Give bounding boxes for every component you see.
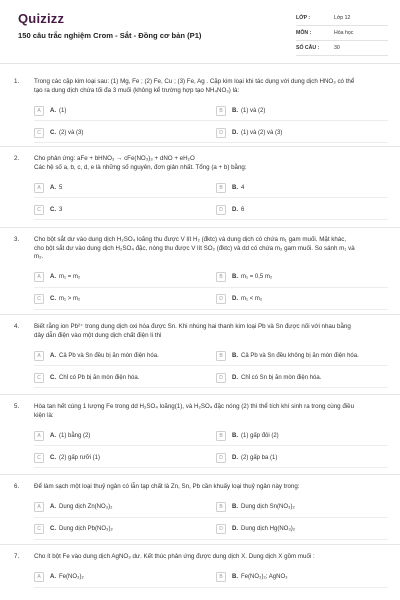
option-letter-badge: B xyxy=(216,272,226,282)
option-key: B. xyxy=(232,274,238,280)
option-text xyxy=(232,526,295,532)
option-text xyxy=(50,526,113,532)
option-value: Dung dịch Hg(NO₃)₂ xyxy=(241,526,296,532)
question-divider xyxy=(0,146,400,147)
option-text xyxy=(232,574,288,580)
option-text xyxy=(50,130,83,136)
option-key: D. xyxy=(232,454,238,461)
option-key: A. xyxy=(50,184,56,191)
option-value: (2) gấp rưỡi (1) xyxy=(59,454,100,461)
option-letter-badge: B xyxy=(216,431,226,441)
option-value: Dung dịch Sn(NO₃)₂ xyxy=(241,504,295,510)
question-number: 1. xyxy=(14,78,20,85)
option-text xyxy=(50,504,112,510)
answer-option-b[interactable] xyxy=(216,430,279,441)
option-key: B. xyxy=(232,184,238,191)
option-letter-badge: D xyxy=(216,205,226,215)
option-value: (2) và (3) xyxy=(59,129,84,136)
question-number: 3. xyxy=(14,236,20,243)
meta-row-question-count xyxy=(296,41,388,56)
option-key: B. xyxy=(232,504,238,510)
answer-option-d[interactable] xyxy=(216,294,262,305)
answer-option-b[interactable] xyxy=(216,350,359,361)
option-text xyxy=(232,296,262,302)
option-row-divider xyxy=(34,445,388,446)
answer-option-a[interactable] xyxy=(34,350,159,361)
option-row-divider xyxy=(34,517,388,518)
option-text xyxy=(232,108,265,114)
option-key: B. xyxy=(232,432,238,439)
option-key: A. xyxy=(50,352,56,359)
option-letter-badge: A xyxy=(34,431,44,441)
question-divider xyxy=(0,227,400,228)
meta-key: SỐ CÂU : xyxy=(296,45,320,51)
option-value: Cả Pb và Sn đều không bị ăn mòn điện hóa. xyxy=(241,352,359,359)
option-text xyxy=(232,274,272,280)
option-letter-badge: C xyxy=(34,128,44,138)
option-value: Cả Pb và Sn đều bị ăn mòn điện hóa. xyxy=(59,352,159,359)
question-text-line: Trong các cặp kim loại sau: (1) Mg, Fe ; (2) Fe, Cu ; (3) Fe, Ag . Cặp kim loại khi tác dụng với dung dịch HNO₃ có thể xyxy=(34,78,355,85)
option-value: (1) gấp đôi (2) xyxy=(241,432,279,439)
option-text xyxy=(50,207,62,213)
option-value: m₁ < m₂ xyxy=(241,296,263,302)
option-text xyxy=(50,108,66,114)
option-value: 5 xyxy=(59,184,63,191)
option-key: C. xyxy=(50,374,56,381)
option-value: 3 xyxy=(59,206,63,213)
question-text xyxy=(34,236,388,262)
option-value: m₁ = 0,5 m₂ xyxy=(241,274,273,280)
option-text xyxy=(232,455,277,461)
question-text-line: Cho ít bột Fe vào dung dịch AgNO₃ dư. Kết thúc phản ứng được dung dịch X. Dung dịch X gồm muối : xyxy=(34,553,315,560)
option-text xyxy=(232,504,295,510)
option-letter-badge: A xyxy=(34,272,44,282)
question-text xyxy=(34,78,388,95)
answer-option-d[interactable] xyxy=(216,127,282,138)
answer-option-a[interactable] xyxy=(34,182,62,193)
option-value: (1) xyxy=(59,107,67,114)
question-number: 7. xyxy=(14,553,20,560)
option-value: m₁ > m₂ xyxy=(59,296,81,302)
meta-row-grade xyxy=(296,11,388,26)
option-key: B. xyxy=(232,107,238,114)
option-value: Chỉ có Pb bị ăn mòn điện hóa. xyxy=(59,374,140,381)
option-letter-badge: D xyxy=(216,453,226,463)
meta-value: 30 xyxy=(334,45,340,51)
option-text xyxy=(50,185,62,191)
question-divider xyxy=(0,394,400,395)
question-text-line: tạo ra dung dịch chứa tối đa 3 muối (không kể trường hợp tạo NH₄NO₃) là: xyxy=(34,86,240,94)
answer-option-a[interactable] xyxy=(34,502,112,513)
option-letter-badge: D xyxy=(216,524,226,534)
question-text xyxy=(34,553,388,562)
option-row-divider xyxy=(34,142,388,143)
answer-option-a[interactable] xyxy=(34,430,90,441)
option-letter-badge: B xyxy=(216,106,226,116)
question-number: 6. xyxy=(14,483,20,490)
option-letter-badge: D xyxy=(216,373,226,383)
answer-option-d[interactable] xyxy=(216,204,244,215)
option-text xyxy=(232,353,359,359)
answer-option-c[interactable] xyxy=(34,127,83,138)
option-value: m₁ = m₂ xyxy=(59,274,81,280)
option-letter-badge: B xyxy=(216,502,226,512)
option-text xyxy=(232,185,244,191)
question-number: 4. xyxy=(14,323,20,330)
option-row-divider xyxy=(34,539,388,540)
option-text xyxy=(232,207,244,213)
document-title: 150 câu trắc nghiệm Crom - Sắt - Đồng cơ bản (P1) xyxy=(18,31,202,40)
option-row-divider xyxy=(34,120,388,121)
option-value: (1) và (2) và (3) xyxy=(241,129,283,136)
option-row-divider xyxy=(34,309,388,310)
option-text xyxy=(232,375,321,381)
option-text xyxy=(50,296,80,302)
question-number: 5. xyxy=(14,403,20,410)
question-text-line: Cho bột sắt dư vào dung dịch H₂SO₄ loãng thu được V lít H₂ (đktc) và dung dịch có chứa m₁ gam muối. Mặt khác, xyxy=(34,236,347,243)
option-key: A. xyxy=(50,432,56,439)
question-number: 2. xyxy=(14,155,20,162)
option-key: B. xyxy=(232,574,238,580)
option-key: D. xyxy=(232,129,238,136)
question-divider xyxy=(0,474,400,475)
option-value: Dung dịch Zn(NO₃)₂ xyxy=(59,504,113,510)
option-text xyxy=(50,455,100,461)
quizizz-logo: Quizizz xyxy=(18,11,65,26)
option-text xyxy=(232,433,279,439)
option-value: Fe(NO₃)₂; AgNO₃ xyxy=(241,574,288,580)
question-text-line: Hòa tan hết cùng 1 lượng Fe trong dd H₂SO₄ loãng(1), và H₂SO₄ đặc nóng (2) thì thể tích khí sinh ra trong cùng điều xyxy=(34,403,355,410)
option-row-divider xyxy=(34,287,388,288)
answer-option-b[interactable] xyxy=(216,182,244,193)
answer-option-c[interactable] xyxy=(34,372,139,383)
option-row-divider xyxy=(34,219,388,220)
option-key: D. xyxy=(232,374,238,381)
option-value: Fe(NO₃)₂ xyxy=(59,574,84,580)
option-letter-badge: C xyxy=(34,205,44,215)
option-row-divider xyxy=(34,467,388,468)
answer-option-a[interactable] xyxy=(34,272,80,283)
question-text xyxy=(34,483,388,492)
question-text-line: dây dẫn điện vào một dung dịch chất điện li thì xyxy=(34,331,162,339)
question-divider xyxy=(0,314,400,315)
meta-value: Hóa học xyxy=(334,30,354,36)
option-text xyxy=(50,433,90,439)
meta-key: MÔN : xyxy=(296,30,312,36)
option-letter-badge: A xyxy=(34,106,44,116)
answer-option-c[interactable] xyxy=(34,452,100,463)
option-letter-badge: C xyxy=(34,524,44,534)
option-row-divider xyxy=(34,197,388,198)
option-key: C. xyxy=(50,296,56,302)
question-text-line: kiện là: xyxy=(34,411,54,419)
answer-option-b[interactable] xyxy=(216,572,288,583)
option-letter-badge: D xyxy=(216,294,226,304)
option-row-divider xyxy=(34,587,388,588)
answer-option-b[interactable] xyxy=(216,502,295,513)
header-divider xyxy=(0,63,400,64)
question-text-line: Biết rằng ion Pb²⁺ trong dung dịch oxi hóa được Sn. Khi nhúng hai thanh kim loại Pb và Sn được nối với nhau bằng xyxy=(34,323,351,330)
answer-option-c[interactable] xyxy=(34,524,113,535)
option-text xyxy=(232,130,282,136)
answer-option-d[interactable] xyxy=(216,372,321,383)
option-letter-badge: D xyxy=(216,128,226,138)
option-key: A. xyxy=(50,107,56,114)
option-value: (2) gấp ba (1) xyxy=(241,454,278,461)
answer-option-c[interactable] xyxy=(34,204,62,215)
answer-option-d[interactable] xyxy=(216,452,277,463)
answer-option-a[interactable] xyxy=(34,572,84,583)
option-key: A. xyxy=(50,574,56,580)
answer-option-b[interactable] xyxy=(216,272,272,283)
option-value: 4 xyxy=(241,184,245,191)
answer-option-b[interactable] xyxy=(216,105,265,116)
option-row-divider xyxy=(34,387,388,388)
question-text xyxy=(34,323,388,340)
answer-option-d[interactable] xyxy=(216,524,295,535)
question-text-line: cho bột sắt dư vào dung dịch H₂SO₄ đặc, nóng thu được V lít SO₂ (đktc) và dd có chứa m₂ gam muối. So sánh m₁ và xyxy=(34,244,355,252)
meta-value: Lớp 12 xyxy=(334,15,351,21)
option-value: (1) bằng (2) xyxy=(59,432,91,439)
question-divider xyxy=(0,544,400,545)
option-key: D. xyxy=(232,526,238,532)
option-letter-badge: C xyxy=(34,373,44,383)
option-letter-badge: B xyxy=(216,572,226,582)
question-text-line: m₂. xyxy=(34,253,44,260)
option-key: C. xyxy=(50,129,56,136)
question-text-line: Cho phản ứng: aFe + bHNO₃ → cFe(NO₃)₃ + dNO + eH₂O xyxy=(34,155,195,162)
option-letter-badge: B xyxy=(216,183,226,193)
option-row-divider xyxy=(34,365,388,366)
option-letter-badge: C xyxy=(34,453,44,463)
meta-key: LỚP : xyxy=(296,15,311,21)
option-key: A. xyxy=(50,274,56,280)
option-value: Dung dịch Pb(NO₃)₂ xyxy=(59,526,113,532)
meta-row-subject xyxy=(296,26,388,41)
option-value: 6 xyxy=(241,206,245,213)
option-key: C. xyxy=(50,526,56,532)
option-text xyxy=(50,375,139,381)
option-value: Chỉ có Sn bị ăn mòn điện hóa. xyxy=(241,374,322,381)
option-value: (1) và (2) xyxy=(241,107,266,114)
question-text xyxy=(34,155,388,172)
option-text xyxy=(50,353,159,359)
option-letter-badge: A xyxy=(34,183,44,193)
option-key: B. xyxy=(232,352,238,359)
option-letter-badge: A xyxy=(34,351,44,361)
option-letter-badge: B xyxy=(216,351,226,361)
option-text xyxy=(50,574,84,580)
option-key: C. xyxy=(50,206,56,213)
answer-option-a[interactable] xyxy=(34,105,66,116)
option-letter-badge: A xyxy=(34,502,44,512)
option-key: D. xyxy=(232,206,238,213)
option-key: A. xyxy=(50,504,56,510)
question-text-line: Để làm sạch một loại thuỷ ngân có lẫn tạp chất là Zn, Sn, Pb cần khuấy loại thuỷ ngân này trong: xyxy=(34,483,300,490)
option-key: D. xyxy=(232,296,238,302)
option-key: C. xyxy=(50,454,56,461)
option-letter-badge: A xyxy=(34,572,44,582)
question-text-line: Các hệ số a, b, c, d, e là những số nguyên, đơn giản nhất. Tổng (a + b) bằng: xyxy=(34,163,247,171)
option-text xyxy=(50,274,80,280)
question-text xyxy=(34,403,388,420)
answer-option-c[interactable] xyxy=(34,294,80,305)
option-letter-badge: C xyxy=(34,294,44,304)
document-meta xyxy=(296,11,388,56)
